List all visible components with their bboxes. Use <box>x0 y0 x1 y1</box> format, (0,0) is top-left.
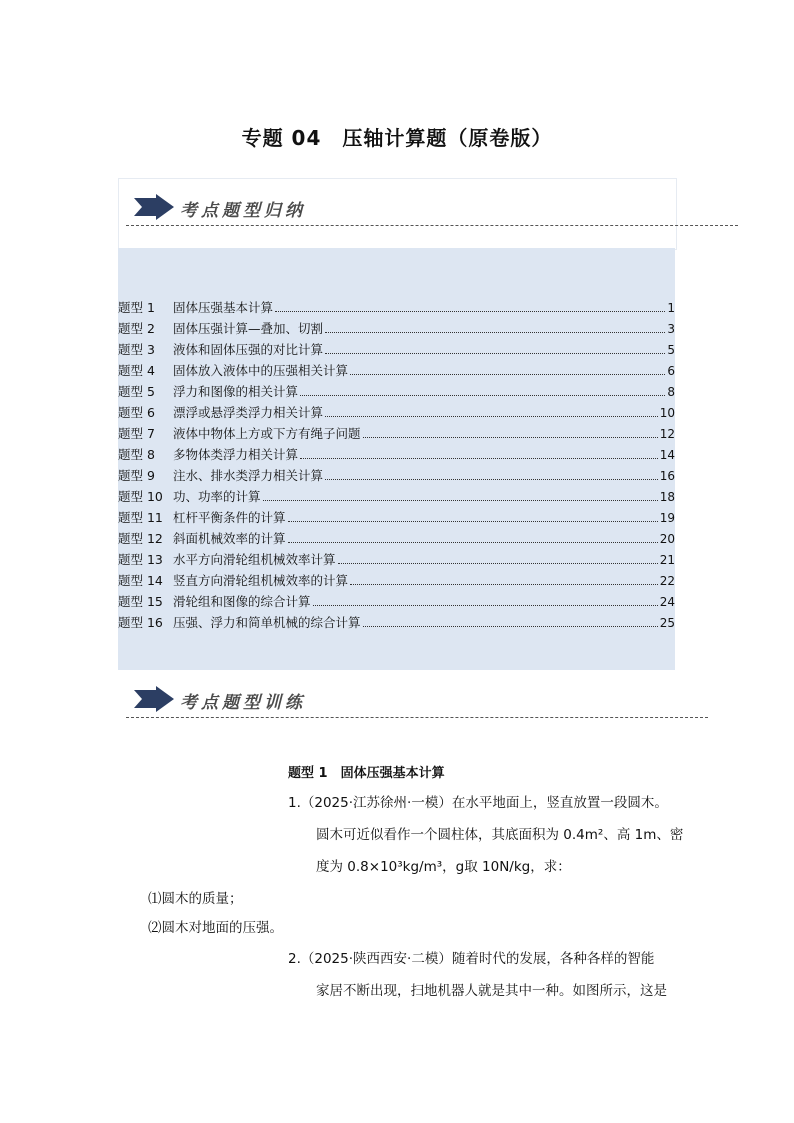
banner-section-summary <box>118 184 738 230</box>
toc-entry[interactable] <box>118 340 675 361</box>
toc-entry[interactable] <box>118 592 675 613</box>
toc-entry-page: 3 <box>667 322 675 336</box>
toc-entry-page: 10 <box>659 406 675 420</box>
toc-leader <box>313 595 658 606</box>
toc-entry-number: 题型 4 <box>118 363 155 378</box>
toc-entry[interactable] <box>118 445 675 466</box>
toc-entry-page: 12 <box>659 427 675 441</box>
toc-entry-page: 21 <box>659 553 675 567</box>
toc-entry-title: 竖直方向滑轮组机械效率的计算 <box>173 573 349 588</box>
toc-entry-number: 题型 2 <box>118 321 155 336</box>
toc-entry-title: 液体和固体压强的对比计算 <box>173 342 324 357</box>
toc-entry[interactable] <box>118 424 675 445</box>
toc-entry[interactable] <box>118 298 675 319</box>
toc-entry-number: 题型 12 <box>118 531 163 546</box>
toc-entry-page: 5 <box>667 343 675 357</box>
toc-entry-title: 滑轮组和图像的综合计算 <box>173 594 311 609</box>
question-1-sub-2: ⑵圆木对地面的压强。 <box>148 920 283 936</box>
page-title: 专题 04 压轴计算题（原卷版） <box>241 126 553 150</box>
toc-entry-number: 题型 15 <box>118 594 163 609</box>
question-2-line-1: 2.（2025·陕西西安·二模）随着时代的发展，各种各样的智能 <box>288 951 655 967</box>
toc-entry-page: 16 <box>659 469 675 483</box>
question-1-sub-1: ⑴圆木的质量； <box>148 891 243 907</box>
toc-entry[interactable] <box>118 466 675 487</box>
toc-leader <box>263 490 658 501</box>
toc-entry-page: 22 <box>659 574 675 588</box>
question-1-line-1: 1.（2025·江苏徐州·一模）在水平地面上，竖直放置一段圆木。 <box>288 795 668 811</box>
question-1-line-2: 圆木可近似看作一个圆柱体，其底面积为 0.4m²、高 1m、密 <box>316 827 684 843</box>
toc-entry-number: 题型 16 <box>118 615 163 630</box>
toc-entry-title: 功、功率的计算 <box>173 489 261 504</box>
toc-leader <box>288 532 658 543</box>
toc-entry-page: 18 <box>659 490 675 504</box>
toc-entry-number: 题型 3 <box>118 342 155 357</box>
toc-entry-page: 14 <box>659 448 675 462</box>
banner-section-practice <box>118 676 708 722</box>
toc-entry[interactable] <box>118 613 675 634</box>
toc-entry[interactable] <box>118 487 675 508</box>
divider <box>126 225 738 226</box>
toc-entry-number: 题型 5 <box>118 384 155 399</box>
toc-entry-number: 题型 8 <box>118 447 155 462</box>
toc-leader <box>350 574 658 585</box>
section-heading: 题型 1 固体压强基本计算 <box>288 766 445 781</box>
toc-entry-title: 杠杆平衡条件的计算 <box>173 510 286 525</box>
toc-leader <box>300 385 665 396</box>
toc-entry[interactable] <box>118 508 675 529</box>
toc-entry-page: 6 <box>667 364 675 378</box>
banner-label: 考点题型训练 <box>180 693 306 713</box>
toc-entry-title: 注水、排水类浮力相关计算 <box>173 468 324 483</box>
toc-entry-title: 多物体类浮力相关计算 <box>173 447 299 462</box>
toc-entry[interactable] <box>118 403 675 424</box>
toc-leader <box>363 616 658 627</box>
toc-entry-title: 压强、浮力和简单机械的综合计算 <box>173 615 361 630</box>
toc-entry[interactable] <box>118 361 675 382</box>
question-1-line-3: 度为 0.8×10³kg/m³，g取 10N/kg，求： <box>316 859 571 875</box>
toc-entry-page: 20 <box>659 532 675 546</box>
toc-leader <box>325 322 665 333</box>
toc-leader <box>350 364 665 375</box>
divider <box>126 717 708 718</box>
toc-entry-number: 题型 9 <box>118 468 155 483</box>
arrow-icon <box>134 686 174 712</box>
toc-entry-title: 浮力和图像的相关计算 <box>173 384 299 399</box>
toc-entry-page: 19 <box>659 511 675 525</box>
toc-entry-number: 题型 10 <box>118 489 163 504</box>
toc-entry-title: 斜面机械效率的计算 <box>173 531 286 546</box>
toc-entry-number: 题型 1 <box>118 300 155 315</box>
toc-entry[interactable] <box>118 571 675 592</box>
arrow-icon <box>134 194 174 220</box>
toc-entry-page: 1 <box>667 301 675 315</box>
table-of-contents <box>118 298 675 634</box>
toc-entry[interactable] <box>118 382 675 403</box>
toc-entry-page: 25 <box>659 616 675 630</box>
toc-leader <box>300 448 658 459</box>
toc-entry[interactable] <box>118 550 675 571</box>
toc-entry-title: 固体压强计算—叠加、切割 <box>173 321 324 336</box>
toc-entry-number: 题型 6 <box>118 405 155 420</box>
toc-leader <box>363 427 658 438</box>
banner-label: 考点题型归纳 <box>180 201 306 221</box>
toc-leader <box>275 301 665 312</box>
toc-entry-number: 题型 13 <box>118 552 163 567</box>
toc-entry-page: 8 <box>667 385 675 399</box>
toc-entry-title: 漂浮或悬浮类浮力相关计算 <box>173 405 324 420</box>
toc-entry-title: 水平方向滑轮组机械效率计算 <box>173 552 336 567</box>
toc-entry-title: 固体压强基本计算 <box>173 300 274 315</box>
toc-leader <box>288 511 658 522</box>
toc-leader <box>325 406 658 417</box>
toc-leader <box>338 553 658 564</box>
toc-entry-title: 固体放入液体中的压强相关计算 <box>173 363 349 378</box>
question-2-line-2: 家居不断出现，扫地机器人就是其中一种。如图所示，这是 <box>316 983 667 999</box>
toc-entry-number: 题型 14 <box>118 573 163 588</box>
toc-entry-number: 题型 11 <box>118 510 163 525</box>
toc-leader <box>325 343 665 354</box>
toc-leader <box>325 469 658 480</box>
toc-entry-number: 题型 7 <box>118 426 155 441</box>
toc-entry-title: 液体中物体上方或下方有绳子问题 <box>173 426 361 441</box>
toc-entry-page: 24 <box>659 595 675 609</box>
toc-entry[interactable] <box>118 319 675 340</box>
toc-entry[interactable] <box>118 529 675 550</box>
